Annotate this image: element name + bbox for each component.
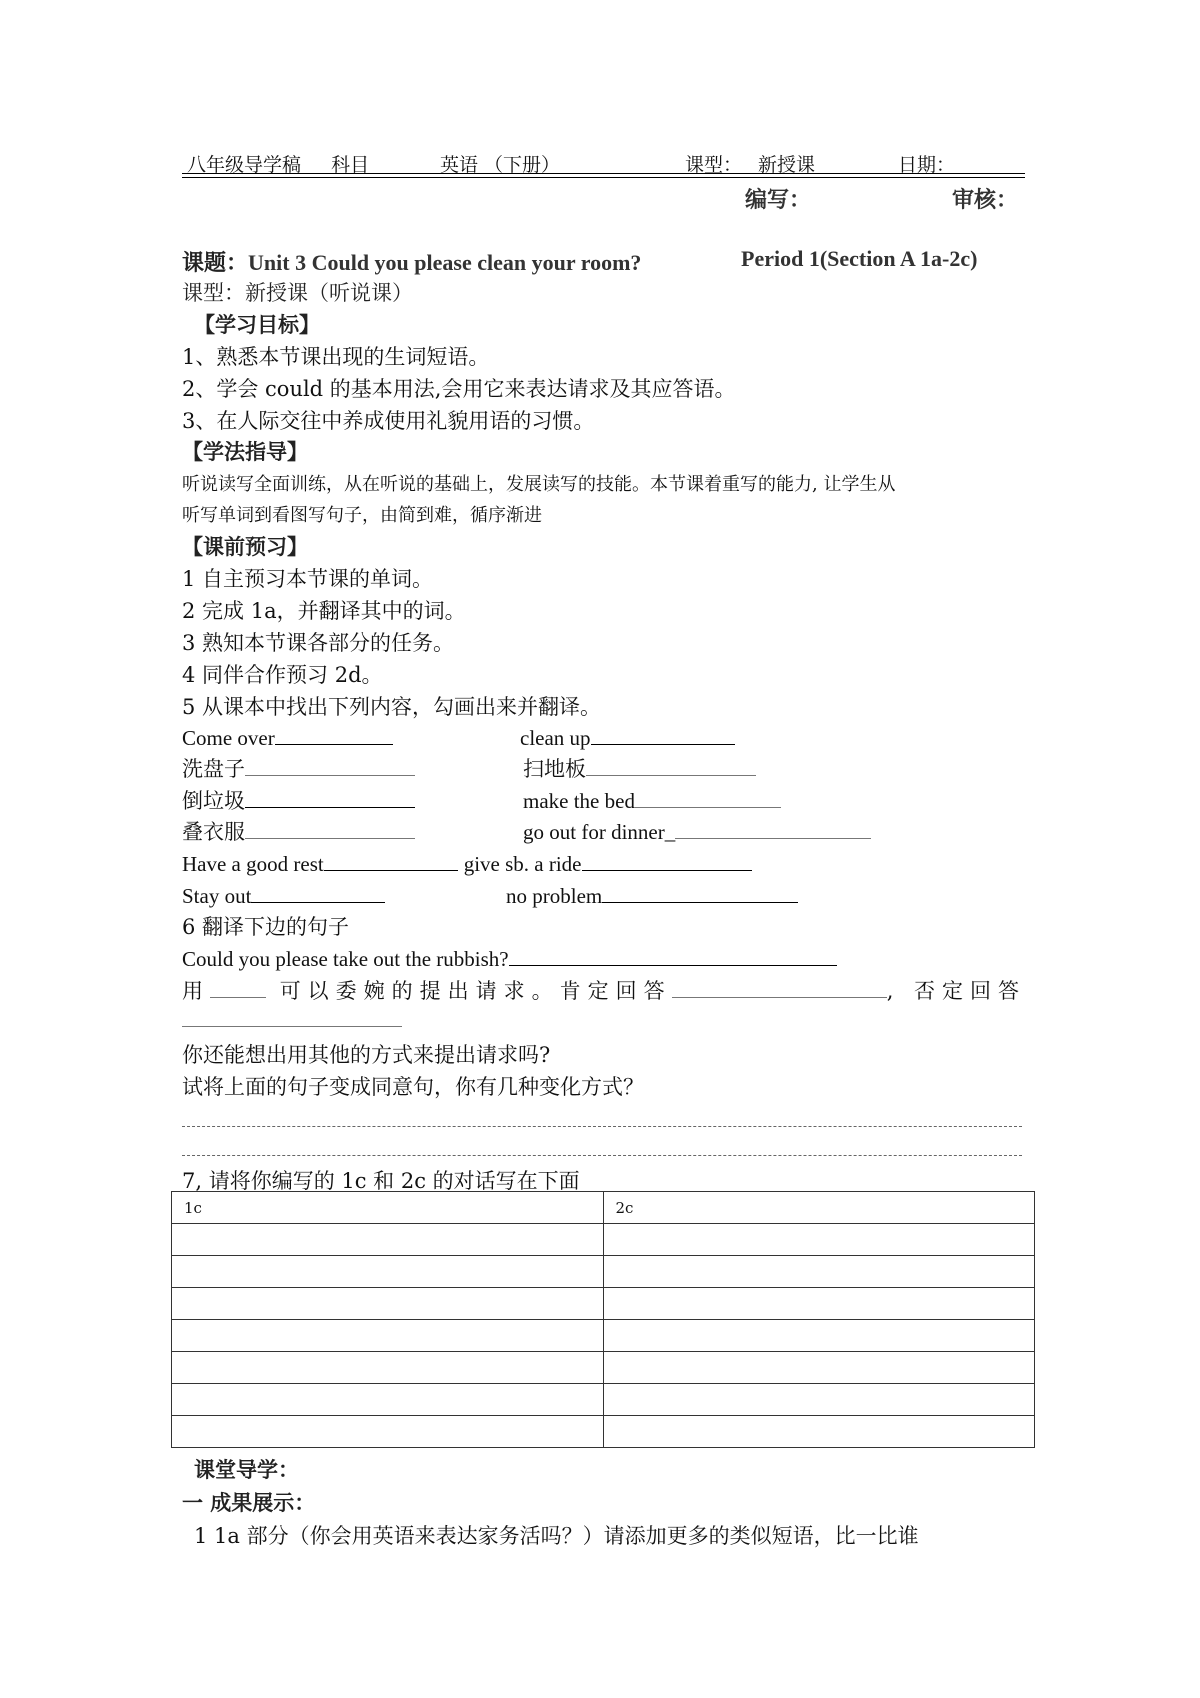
phrase-right: make the bed [523,789,635,813]
table-cell[interactable] [603,1224,1035,1256]
period-text: Period 1(Section A 1a-2c) [741,246,978,271]
preview-item-7: 7, 请将你编写的 1c 和 2c 的对话写在下面 [182,1169,580,1193]
objective-item: 2、学会 could 的基本用法,会用它来表达请求及其应答语。 [182,377,736,401]
phrase-left: 洗盘子 [182,757,245,781]
translate-sentence: Could you please take out the rubbish? [182,947,509,971]
table-cell[interactable] [603,1288,1035,1320]
answer-blank[interactable] [672,975,887,998]
answer-blank[interactable] [582,848,752,871]
answer-blank[interactable] [251,880,385,903]
table-cell[interactable] [172,1416,604,1448]
preview-item: 2 完成 1a，并翻译其中的词。 [182,599,466,623]
phrase-right: clean up [520,726,591,750]
table-cell[interactable] [603,1352,1035,1384]
table-cell[interactable] [172,1256,604,1288]
table-row [172,1192,1035,1224]
table-cell[interactable] [603,1416,1035,1448]
table-cell[interactable] [172,1384,604,1416]
answer-blank[interactable] [245,785,415,808]
answer-blank[interactable] [324,848,458,871]
use-text: 可以委婉的提出请求。肯定回答 [279,979,672,1003]
table-row [172,1416,1035,1448]
table-header-1c: 1c [172,1192,604,1224]
preview-item: 1 自主预习本节课的单词。 [182,567,434,591]
table-row [172,1320,1035,1352]
method-line: 听说读写全面训练，从在听说的基础上，发展读写的技能。本节课着重写的能力, 让学生从 [182,474,896,495]
date-label: 日期： [898,154,956,176]
phrase-left: 倒垃圾 [182,789,245,813]
objective-item: 1、熟悉本节课出现的生词短语。 [182,345,490,369]
answer-blank[interactable] [245,753,415,776]
table-cell[interactable] [172,1352,604,1384]
lesson-type-text: 新授课（听说课） [245,281,413,305]
phrase-left: Have a good rest [182,852,324,876]
table-header-2c: 2c [603,1192,1035,1224]
phrase-left: Come over [182,726,275,750]
table-cell[interactable] [603,1256,1035,1288]
classroom-heading: 课堂导学： [194,1457,299,1482]
table-row [172,1288,1035,1320]
question-text: 试将上面的句子变成同意句，你有几种变化方式？ [182,1075,644,1099]
writing-line[interactable] [182,1126,1022,1127]
table-cell[interactable] [172,1224,604,1256]
lesson-type-label: 课型： [182,281,245,305]
table-cell[interactable] [603,1320,1035,1352]
objectives-heading: 【学习目标】 [194,312,320,337]
table-cell[interactable] [172,1288,604,1320]
phrase-right: go out for dinner_ [523,820,676,844]
dialogue-table [171,1191,1035,1448]
phrase-left: Stay out [182,884,252,908]
topic-label: 课题： [182,250,249,275]
preview-item-6: 6 翻译下边的句子 [182,915,350,939]
preview-heading: 【课前预习】 [182,534,308,559]
header-rule [182,173,1025,174]
classroom-subheading: 一 成果展示： [182,1490,316,1515]
phrase-right: no problem [506,884,603,908]
table-row [172,1384,1035,1416]
header-rule-double [182,177,1025,178]
method-heading: 【学法指导】 [182,439,308,464]
answer-blank[interactable] [182,1004,402,1027]
type-label: 课型： [685,154,743,176]
answer-blank[interactable] [509,943,837,966]
preview-item: 4 同伴合作预习 2d。 [182,663,383,687]
subject-label: 科目 [331,154,370,176]
preview-item: 3 熟知本节课各部分的任务。 [182,631,455,655]
objective-item: 3、在人际交往中养成使用礼貌用语的习惯。 [182,409,595,433]
type-value: 新授课 [758,154,816,176]
use-text: 用 [182,979,210,1003]
grade-label: 八年级导学稿 [187,154,302,176]
table-row [172,1352,1035,1384]
answer-blank[interactable] [602,880,798,903]
writing-line[interactable] [182,1155,1022,1156]
answer-blank[interactable] [675,816,871,839]
classroom-item: 1 1a 部分（你会用英语来表达家务活吗？）请添加更多的类似短语，比一比谁 [194,1524,919,1548]
preview-item: 5 从课本中找出下列内容，勾画出来并翻译。 [182,695,602,719]
method-line: 听写单词到看图写句子，由简到难，循序渐进 [182,505,542,526]
answer-blank[interactable] [275,722,393,745]
table-row [172,1256,1035,1288]
answer-blank[interactable] [591,722,735,745]
phrase-right: 扫地板 [523,757,586,781]
use-text: , 否定回答 [886,979,1027,1003]
phrase-left: 叠衣服 [182,820,245,844]
table-cell[interactable] [603,1384,1035,1416]
question-text: 你还能想出用其他的方式来提出请求吗? [182,1043,551,1067]
phrase-right: give sb. a ride [463,852,582,876]
review-label: 审核： [952,187,1019,213]
topic-text: Unit 3 Could you please clean your room? [248,250,642,275]
answer-blank[interactable] [586,753,756,776]
table-row [172,1224,1035,1256]
author-label: 编写： [745,187,812,213]
answer-blank[interactable] [245,816,415,839]
answer-blank[interactable] [635,785,781,808]
subject-value: 英语 （下册） [440,154,561,176]
table-cell[interactable] [172,1320,604,1352]
answer-blank[interactable] [210,975,266,998]
